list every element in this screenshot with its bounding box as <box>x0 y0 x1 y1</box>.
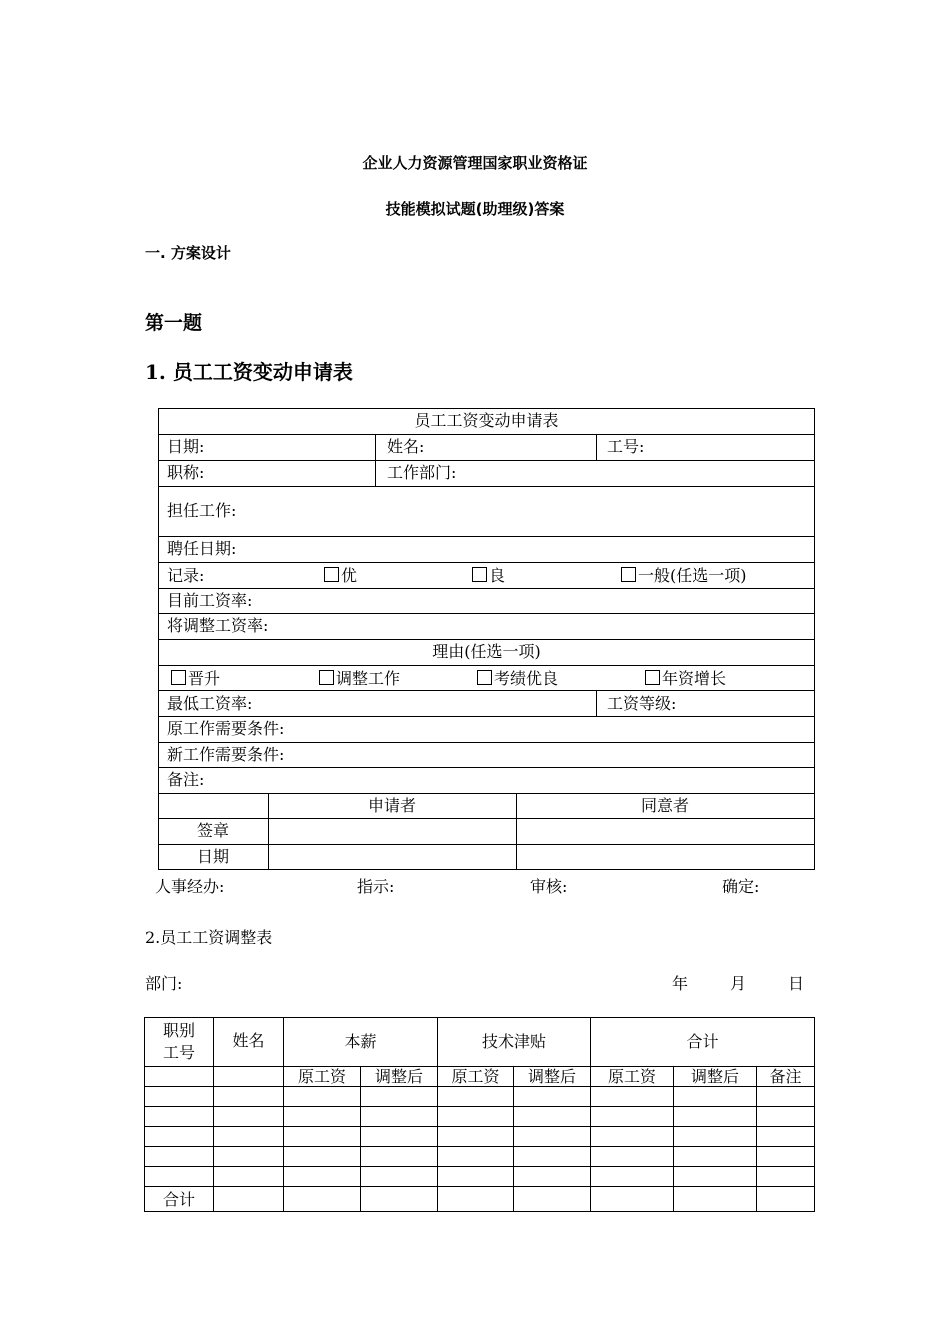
instruction-label: 指示: <box>357 877 395 896</box>
grade-label: 工资等级: <box>607 694 677 713</box>
total-row-label: 合计 <box>145 1187 214 1212</box>
sub-remark: 备注 <box>757 1067 815 1087</box>
duty-label: 担任工作: <box>167 501 237 520</box>
table-row <box>145 1147 815 1167</box>
old-requirement-label: 原工作需要条件: <box>167 719 285 738</box>
col-total-header: 合计 <box>591 1018 815 1067</box>
checkbox-icon <box>319 670 334 685</box>
applicant-header: 申请者 <box>367 796 416 815</box>
checkbox-icon <box>645 670 660 685</box>
reason-title: 理由(任选一项) <box>432 642 541 661</box>
name-label: 姓名: <box>387 437 425 456</box>
sign-date-label: 日期 <box>196 847 229 866</box>
sub-original-salary: 原工资 <box>591 1067 674 1087</box>
form1-title: 员工工资变动申请表 <box>414 411 559 430</box>
question-heading: 第一题 <box>145 312 203 334</box>
reason-promote[interactable] <box>171 669 220 689</box>
table-row <box>145 1167 815 1187</box>
checkbox-icon <box>472 567 487 582</box>
table-row <box>145 1087 815 1107</box>
confirm-label: 确定: <box>722 877 760 896</box>
salary-adjustment-table <box>144 1017 815 1212</box>
reason-performance[interactable] <box>477 669 558 689</box>
reason-promote-label: 晋升 <box>188 669 221 688</box>
signature-label: 签章 <box>196 821 229 840</box>
option-excellent[interactable] <box>324 566 357 586</box>
reason-seniority[interactable] <box>645 669 726 689</box>
remark-label: 备注: <box>167 770 205 789</box>
checkbox-icon <box>171 670 186 685</box>
sub-adjusted-salary: 调整后 <box>514 1067 591 1087</box>
sub-original-salary: 原工资 <box>438 1067 514 1087</box>
position-label: 职称: <box>167 463 205 482</box>
current-rate-label: 目前工资率: <box>167 591 253 610</box>
doc-title-line1: 企业人力资源管理国家职业资格证 <box>362 154 588 172</box>
item1-heading: 1. 员工工资变动申请表 <box>145 360 353 384</box>
department-field-label: 部门: <box>145 974 183 993</box>
option-normal[interactable] <box>621 566 747 586</box>
approver-header: 同意者 <box>640 796 689 815</box>
doc-title-line2: 技能模拟试题(助理级)答案 <box>385 200 565 218</box>
col-name-header: 姓名 <box>214 1018 284 1067</box>
date-label: 日期: <box>167 437 205 456</box>
col-allowance-header: 技术津贴 <box>438 1018 591 1067</box>
col-base-salary-header: 本薪 <box>284 1018 438 1067</box>
sub-adjusted-salary: 调整后 <box>361 1067 438 1087</box>
reason-performance-label: 考绩优良 <box>494 669 559 688</box>
table-row <box>145 1107 815 1127</box>
hire-date-label: 聘任日期: <box>167 539 237 558</box>
review-label: 审核: <box>530 877 568 896</box>
job-no-label: 工号: <box>607 437 645 456</box>
month-label: 月 <box>730 974 747 993</box>
department-label: 工作部门: <box>387 463 457 482</box>
option-excellent-label: 优 <box>341 566 358 585</box>
checkbox-icon <box>477 670 492 685</box>
option-good-label: 良 <box>489 566 506 585</box>
sub-original-salary: 原工资 <box>284 1067 361 1087</box>
new-requirement-label: 新工作需要条件: <box>167 745 285 764</box>
section-heading: 一. 方案设计 <box>145 244 231 262</box>
item2-heading: 2.员工工资调整表 <box>145 928 273 947</box>
table-row <box>145 1127 815 1147</box>
checkbox-icon <box>324 567 339 582</box>
new-rate-label: 将调整工资率: <box>167 616 269 635</box>
hr-handler-label: 人事经办: <box>155 877 225 896</box>
reason-seniority-label: 年资增长 <box>662 669 727 688</box>
total-row <box>145 1187 815 1212</box>
option-good[interactable] <box>472 566 505 586</box>
option-normal-label: 一般(任选一项) <box>638 566 747 585</box>
col-position-header: 职别 工号 <box>145 1018 214 1067</box>
sub-adjusted-salary: 调整后 <box>674 1067 757 1087</box>
record-label: 记录: <box>167 566 205 585</box>
checkbox-icon <box>621 567 636 582</box>
min-rate-label: 最低工资率: <box>167 694 253 713</box>
reason-adjust[interactable] <box>319 669 400 689</box>
year-label: 年 <box>672 974 689 993</box>
reason-adjust-label: 调整工作 <box>336 669 401 688</box>
day-label: 日 <box>788 974 805 993</box>
